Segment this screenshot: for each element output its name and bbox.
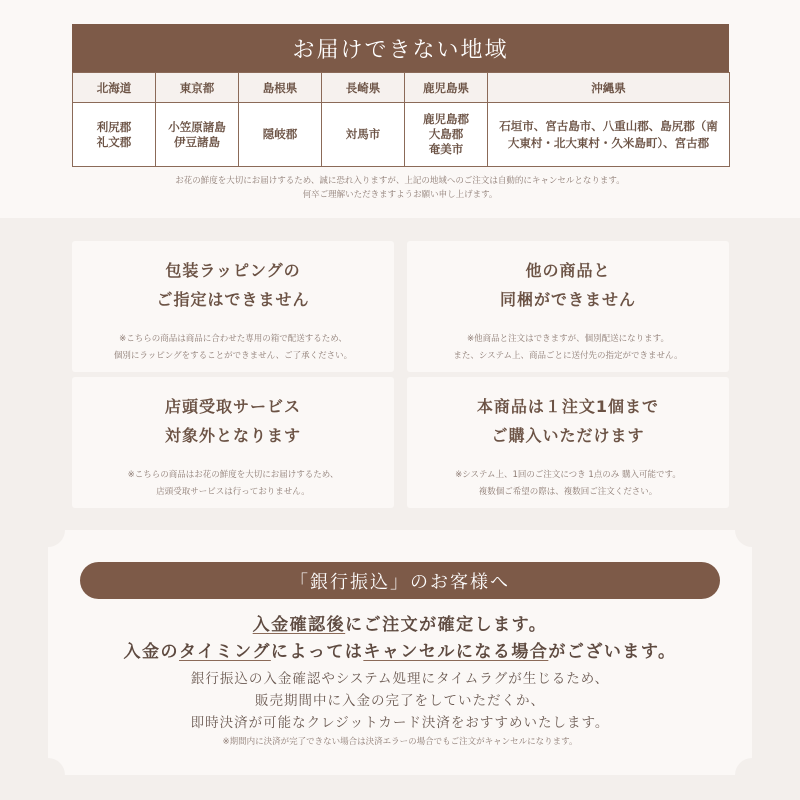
area-note-line: 何卒ご理解いただきますようお願い申し上げます。 (302, 190, 498, 200)
card-title-line: 店頭受取サービス (164, 397, 301, 416)
bank-cancel-text: によっては (270, 642, 364, 662)
bank-cancel-text: 入金の (123, 642, 180, 662)
header-nagasaki: 長崎県 (322, 73, 405, 103)
header-hokkaido: 北海道 (73, 73, 156, 103)
panel-corner-notch (31, 758, 65, 792)
card-note-line: 個別にラッピングをすることができません、ご了承ください。 (113, 351, 353, 361)
cell-tokyo (156, 103, 239, 167)
area-cell-line: 礼文郡 (96, 134, 132, 149)
area-cell-line: 石垣市、宮古島市、八重山郡、島尻郡（南 (499, 118, 718, 133)
cell-okinawa (488, 103, 730, 167)
card-no-bundling (407, 241, 729, 372)
cell-shimane (239, 103, 322, 167)
header-shimane: 島根県 (239, 73, 322, 103)
card-note-line: また、システム上、商品ごとに送付先の指定ができません。 (453, 351, 683, 361)
area-cell-line: 利尻郡 (96, 119, 132, 134)
card-one-per-order (407, 377, 729, 508)
card-note-line: ※システム上、1回のご注文につき 1点のみ 購入可能です。 (455, 470, 681, 480)
bank-body-line: 販売期間中に入金の完了をしていただくか、 (255, 693, 545, 709)
area-cell-line: 鹿児島郡 (423, 112, 469, 126)
cell-kagoshima (405, 103, 488, 167)
card-title (407, 256, 729, 314)
area-cell-line: 伊豆諸島 (174, 134, 220, 149)
panel-corner-notch (735, 513, 769, 547)
header-okinawa: 沖縄県 (488, 73, 730, 103)
bank-cancel-line (0, 637, 800, 662)
card-no-wrapping (72, 241, 394, 372)
card-title-line: ご購入いただけます (491, 426, 645, 445)
area-cell-line: 大東村・北大東村・久米島町）、宮古郡 (507, 135, 710, 150)
undeliverable-area-section (0, 0, 800, 218)
bank-body-line: 即時決済が可能なクレジットカード決済をおすすめいたします。 (190, 715, 610, 731)
area-note-line: お花の鮮度を大切にお届けするため、誠に恐れ入りますが、上記の地域へのご注文は自動的にキャンセルとなります。 (175, 176, 625, 186)
card-title-line: 本商品は１注文1個まで (476, 397, 660, 416)
area-cell-line: 対馬市 (345, 127, 381, 141)
card-note (407, 331, 729, 365)
header-kagoshima: 鹿児島県 (405, 73, 488, 103)
card-title-line: 対象外となります (164, 426, 301, 445)
card-title-line: 同梱ができません (499, 290, 636, 309)
card-title (407, 392, 729, 450)
undeliverable-area-table-wrap (72, 24, 729, 167)
card-note (407, 467, 729, 501)
area-cell-line: 大島郡 (428, 127, 464, 141)
card-note-line: ※こちらの商品はお花の鮮度を大切にお届けするため、 (127, 470, 339, 480)
area-cell-line: 小笠原諸島 (168, 119, 226, 134)
bank-confirm-emphasis: 入金確認後 (252, 615, 346, 635)
card-title-line: ご指定はできません (156, 290, 310, 309)
bank-cancel-emphasis: キャンセルになる場合 (363, 642, 549, 662)
panel-corner-notch (735, 758, 769, 792)
bank-confirm-line (0, 610, 800, 635)
card-note (72, 331, 394, 365)
card-note-line: ※他商品と注文はできますが、個別配送になります。 (467, 334, 669, 344)
area-cell-line: 隠岐郡 (262, 127, 298, 141)
card-no-store-pickup (72, 377, 394, 508)
card-title-line: 包装ラッピングの (165, 261, 301, 280)
bank-confirm-text: にご注文が確定します。 (345, 615, 548, 635)
area-cell-line: 奄美市 (428, 142, 464, 156)
card-title-line: 他の商品と (525, 261, 611, 280)
card-note-line: 複数個ご希望の際は、複数回ご注文ください。 (478, 487, 658, 497)
area-note (0, 174, 800, 202)
bank-note: ※期間内に決済が完了できない場合は決済エラーの場合でもご注文がキャンセルになります。 (222, 737, 578, 747)
bank-cancel-text: がございます。 (548, 642, 677, 662)
bank-cancel-emphasis: タイミング (179, 642, 271, 662)
cell-hokkaido (73, 103, 156, 167)
header-tokyo: 東京都 (156, 73, 239, 103)
area-value-row (73, 103, 730, 167)
panel-corner-notch (31, 513, 65, 547)
undeliverable-area-table (72, 72, 730, 167)
bank-transfer-title: 「銀行振込」のお客様へ (80, 562, 720, 599)
card-note-line: ※こちらの商品は商品に合わせた専用の箱で配送するため、 (119, 334, 347, 344)
card-title (72, 392, 394, 450)
bank-body-line: 銀行振込の入金確認やシステム処理にタイムラグが生じるため、 (190, 671, 610, 687)
card-note (72, 467, 394, 501)
area-header-row (73, 73, 730, 103)
undeliverable-area-title: お届けできない地域 (72, 24, 729, 72)
card-note-line: 店頭受取サービスは行っておりません。 (156, 487, 310, 497)
cell-nagasaki (322, 103, 405, 167)
card-title (72, 256, 394, 314)
